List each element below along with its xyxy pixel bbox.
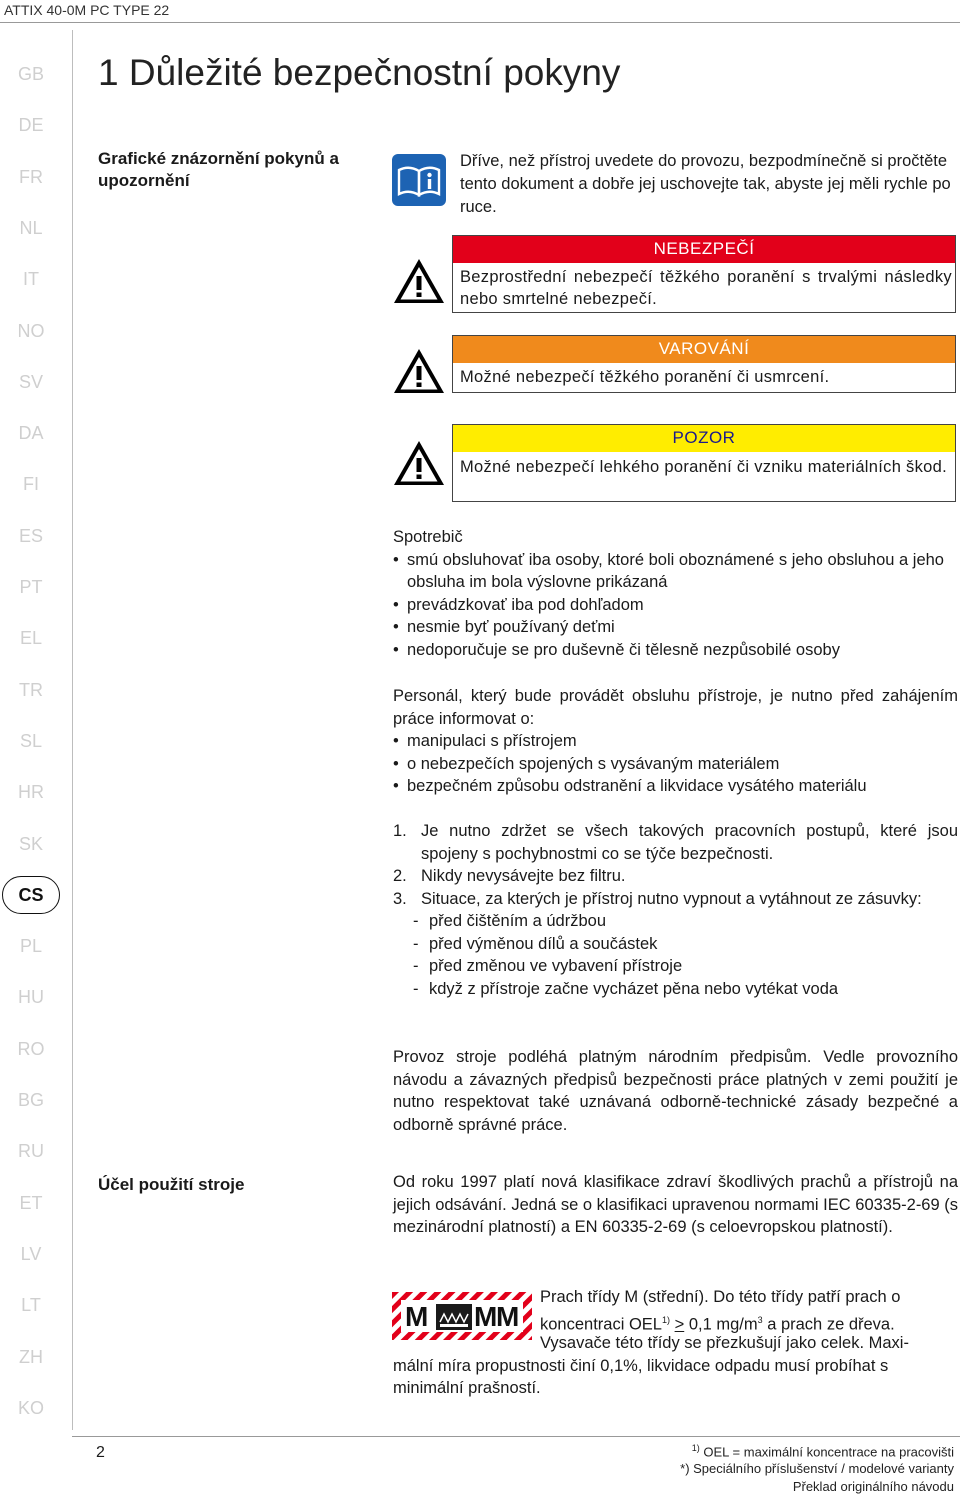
- list-item: • prevádzkovať iba pod dohľadom: [393, 594, 958, 617]
- language-tab-it[interactable]: IT: [23, 269, 39, 290]
- language-tab-no[interactable]: NO: [17, 320, 45, 341]
- language-tab-tr[interactable]: TR: [19, 679, 43, 700]
- language-tab-sk[interactable]: SK: [18, 833, 43, 854]
- language-tab-pt[interactable]: PT: [19, 577, 43, 597]
- dash-item: - když z přístroje začne vycházet pěna nebo vytékat voda: [393, 978, 958, 1001]
- regulations-text: Provoz stroje podléhá platným národním předpisům. Vedle provozního návodu a závazných předpisů bezpečnosti práce platných v zemi použití je nutno respektovat také uznávaná odborně-technické zásady bezpečné a odborně správné práce.: [393, 1048, 958, 1134]
- caution-warning-icon: [392, 438, 446, 488]
- section-heading-graphic: Grafické znázornění pokynů a upozornění: [98, 149, 339, 190]
- list-item: • manipulaci s přístrojem: [393, 730, 958, 753]
- language-tab-ko[interactable]: KO: [17, 1397, 44, 1418]
- personal-lead: Personál, který bude provádět obsluhu přístroje, je nutno před zahájením práce informovat o:: [393, 687, 958, 728]
- language-tab-lt[interactable]: LT: [21, 1295, 41, 1316]
- dust-class-m-icon: [392, 1292, 532, 1340]
- footnote-translation: Překlad originálního návodu: [792, 1479, 954, 1494]
- list-item: • smú obsluhovať iba osoby, ktoré boli oboznámené s jeho obsluhou a jeho obsluha im bola výslovne prikázaná: [393, 549, 958, 594]
- list-item: • o nebezpečích spojených s vysávaným materiálem: [393, 753, 958, 776]
- language-tab-bg[interactable]: BG: [17, 1090, 44, 1110]
- header-divider: [0, 22, 960, 23]
- caution-text: Možné nebezpečí lehkého poranění či vzniku materiálních škod.: [460, 458, 947, 476]
- dash-item: - před změnou ve vybavení přístroje: [393, 955, 958, 978]
- list-item: • bezpečném způsobu odstranění a likvidace vysátého materiálu: [393, 775, 958, 798]
- caution-label: POZOR: [452, 424, 956, 452]
- language-tab-gb[interactable]: GB: [17, 64, 44, 84]
- danger-text: Bezprostřední nebezpečí těžkého poranění s trvalými následky nebo smrtelné nebezpečí.: [460, 268, 952, 308]
- language-tab-pl[interactable]: PL: [19, 936, 43, 957]
- numbered-block: [393, 820, 958, 1000]
- personal-block: [393, 685, 958, 798]
- language-tab-et[interactable]: ET: [19, 1192, 43, 1213]
- warning-icon: [392, 346, 446, 396]
- footer-divider: [72, 1436, 960, 1437]
- section-heading-purpose: Účel použití stroje: [98, 1175, 245, 1194]
- column-divider: [72, 30, 73, 1430]
- dust-class-line2: koncentraci OEL$^{1)}$ > 0,1 $mg/m^3$ a prach ze dřeva.: [540, 1315, 895, 1334]
- page-title: 1 Důležité bezpečnostní pokyny: [98, 52, 621, 93]
- dash-item: - před výměnou dílů a součástek: [393, 933, 958, 956]
- document-header-title: ATTIX 40-0M PC TYPE 22: [4, 2, 170, 18]
- language-tab-sl[interactable]: SL: [19, 730, 43, 751]
- list-item: • nesmie byť používaný deťmi: [393, 616, 958, 639]
- language-tab-cs[interactable]: CS: [18, 884, 44, 905]
- badge-letter: M: [496, 1301, 520, 1332]
- danger-label: NEBEZPEČÍ: [452, 235, 956, 263]
- dust-class-line5: minimální prašností.: [393, 1379, 541, 1397]
- language-tab-nl[interactable]: NL: [19, 217, 43, 238]
- footnote-accessories: *) Speciálního příslušenství / modelové varianty: [680, 1461, 954, 1476]
- language-tab-lv[interactable]: LV: [20, 1243, 42, 1264]
- badge-letter: M: [474, 1301, 498, 1332]
- numbered-item: 3. Situace, za kterých je přístroj nutno vypnout a vytáhnout ze zásuvky:: [393, 889, 922, 908]
- intro-text: Dříve, než přístroj uvedete do provozu, bezpodmínečně si pročtěte tento dokument a dobře jej uschovejte tak, abyste jej měli rychle po ruce.: [460, 152, 951, 216]
- dust-class-line3: Vysavače této třídy se přezkušují jako celek. Maxi-: [540, 1334, 909, 1352]
- dust-class-line1: Prach třídy M (střední). Do této třídy patří prach o: [540, 1288, 901, 1306]
- active-language-marker: [2, 876, 60, 914]
- warning-label: VAROVÁNÍ: [452, 335, 956, 363]
- numbered-item: 1. Je nutno zdržet se všech takových pracovních postupů, které jsou spojeny s pochybnostmi co se týče bezpečnosti.: [393, 822, 958, 863]
- spotrebic-lead: Spotrebič: [393, 528, 463, 546]
- language-tab-da[interactable]: DA: [18, 423, 44, 444]
- spotrebic-block: [393, 526, 958, 661]
- purpose-text: Od roku 1997 platí nová klasifikace zdraví škodlivých prachů a přístrojů na jejich odsávání. Jedná se o klasifikaci upravenou normami IEC 60335-2-69 (s mezinárodní platností) a EN 60335-2-69 (s celoevropskou platností).: [393, 1173, 958, 1236]
- language-tab-de[interactable]: DE: [18, 115, 44, 136]
- dust-class-line4: mální míra propustnosti činí 0,1%, likvidace odpadu musí probíhat s: [393, 1357, 889, 1375]
- language-tab-fr[interactable]: FR: [19, 166, 43, 187]
- list-item: • nedoporučuje se pro duševně či tělesně nezpůsobilé osoby: [393, 639, 958, 662]
- language-tab-fi[interactable]: FI: [23, 474, 39, 495]
- dash-item: - před čištěním a údržbou: [393, 910, 958, 933]
- numbered-item: 2. Nikdy nevysávejte bez filtru.: [393, 867, 626, 885]
- footnote-oel: $^{1)}$ OEL = maximální koncentrace na pracovišti: [691, 1443, 954, 1460]
- page-number: 2: [96, 1444, 105, 1461]
- language-tab-ru[interactable]: RU: [18, 1141, 44, 1162]
- language-tab-ro[interactable]: RO: [17, 1038, 45, 1059]
- language-tab-hu[interactable]: HU: [18, 987, 44, 1008]
- read-manual-icon: [392, 154, 446, 206]
- danger-warning-icon: [392, 256, 446, 306]
- language-tab-el[interactable]: EL: [19, 628, 43, 649]
- language-tab-sv[interactable]: SV: [18, 371, 43, 392]
- badge-letter: M: [405, 1301, 429, 1332]
- language-tab-hr[interactable]: HR: [18, 782, 44, 803]
- language-tab-es[interactable]: ES: [18, 525, 43, 546]
- language-tab-zh[interactable]: ZH: [19, 1346, 43, 1367]
- warning-text: Možné nebezpečí těžkého poranění či usmrcení.: [460, 368, 830, 386]
